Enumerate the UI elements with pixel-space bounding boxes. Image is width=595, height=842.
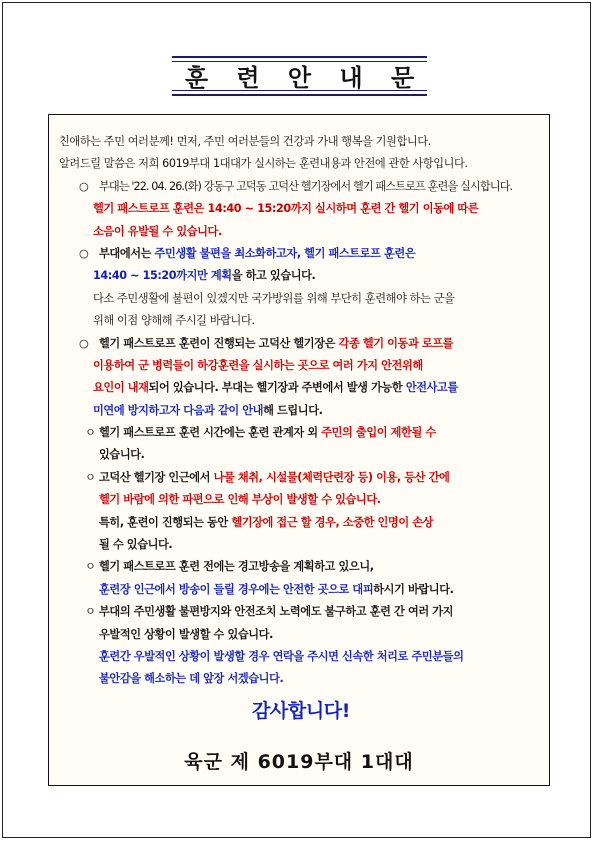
sub3-line-1 bbox=[55, 556, 547, 578]
section1-line-2 bbox=[55, 198, 547, 220]
sub2-text-2: 헬기 바람에 의한 파편으로 인해 부상이 발생할 수 있습니다. bbox=[99, 493, 381, 507]
section3-text-3a: 요인이 내재 bbox=[93, 381, 149, 395]
section1-line-3 bbox=[55, 221, 547, 243]
section3-text-1b: 각종 헬기 이동과 로프를 bbox=[338, 336, 454, 350]
section3-text-2: 이용하여 군 병력들이 하강훈련을 실시하는 곳으로 여러 가지 안전위해 bbox=[93, 358, 423, 372]
section3-line-3 bbox=[55, 377, 547, 399]
notice-box bbox=[48, 114, 550, 786]
sub2-text-1a: 고덕산 헬기장 인근에서 bbox=[99, 470, 214, 484]
title-inner-rule bbox=[172, 61, 427, 91]
sub3-text-1: 헬기 패스트로프 훈련 전에는 경고방송을 계획하고 있으니, bbox=[99, 560, 374, 574]
sub2-line-1 bbox=[55, 467, 547, 489]
notice-content bbox=[55, 131, 547, 725]
circle-bullet-icon: ○ bbox=[79, 246, 89, 260]
sub2-text-3a: 특히, 훈련이 진행되는 동안 bbox=[99, 515, 232, 529]
section3-line-2 bbox=[55, 355, 547, 377]
sub1-text-1a: 헬기 패스트로프 훈련 시간에는 훈련 관계자 외 bbox=[99, 426, 322, 440]
sub2-text-1b: 나물 채취, 시설물(체력단련장 등) 이용, 등산 간에 bbox=[213, 470, 450, 484]
sub-bullet-icon: ㅇ bbox=[85, 470, 96, 484]
sub3-line-2 bbox=[55, 579, 547, 601]
sub4-line-1 bbox=[55, 601, 547, 623]
section3-text-3b: 되어 있습니다. 부대는 헬기장과 주변에서 발생 가능한 bbox=[148, 381, 406, 395]
sub4-line-2: 우발적인 상황이 발생할 수 있습니다. bbox=[99, 627, 273, 641]
thanks-text: 감사합니다! bbox=[251, 699, 351, 722]
sub2-line-3 bbox=[55, 512, 547, 534]
section1-text-1: 부대는 '22. 04. 26.(화) 강동구 고덕동 고덕산 헬기장에서 헬기 패스트로프 훈련을 실시합니다. bbox=[99, 179, 513, 193]
section3-text-1a: 헬기 패스트로프 훈련이 진행되는 고덕산 헬기장은 bbox=[99, 336, 339, 350]
section1-line-1 bbox=[55, 176, 547, 198]
section2-line-1 bbox=[55, 243, 547, 265]
sub2-text-3b: 헬기장에 접근 할 경우, 소중한 인명이 손상 bbox=[231, 515, 434, 529]
sub2-text-4: 될 수 있습니다. bbox=[99, 538, 173, 552]
section2-text-2a: 14:40 ~ 15:20까지만 계획 bbox=[93, 269, 232, 283]
section3-text-4b: 해 드립니다. bbox=[263, 403, 323, 417]
section3-text-4a: 미연에 방지하고자 다음과 같이 안내 bbox=[93, 403, 264, 417]
section2-line-2 bbox=[55, 265, 547, 287]
sub3-text-2b: 하시기 바랍니다. bbox=[373, 582, 454, 596]
greeting-line-2: 알려드릴 말씀은 저희 6019부대 1대대가 실시하는 훈련내용과 안전에 관한 사항입니다. bbox=[59, 157, 468, 171]
title-box bbox=[172, 56, 427, 96]
section2-text-1b: 주민생활 불편을 최소화하고자, 헬기 패스트로프 훈련은 bbox=[154, 246, 416, 260]
sub4-text-1: 부대의 주민생활 불편방지와 안전조치 노력에도 불구하고 훈련 간 여러 가지 bbox=[99, 605, 454, 619]
sub3-text-2a: 훈련장 인근에서 방송이 들릴 경우에는 안전한 곳으로 대피 bbox=[99, 582, 374, 596]
sub4-text-3: 훈련간 우발적인 상황이 발생할 경우 연락을 주시면 신속한 처리로 주민분들의 bbox=[99, 649, 464, 663]
section3-line-1 bbox=[55, 333, 547, 355]
section3-text-3c: 안전사고를 bbox=[405, 381, 458, 395]
sub1-text-1b: 주민의 출입이 제한될 수 bbox=[321, 426, 436, 440]
sub4-line-3 bbox=[55, 646, 547, 668]
circle-bullet-icon: ○ bbox=[79, 336, 89, 350]
sub2-line-2 bbox=[55, 489, 547, 511]
sub4-text-4: 불안감을 해소하는 데 앞장 서겠습니다. bbox=[99, 672, 284, 686]
page-title: 훈 련 안 내 문 bbox=[184, 64, 425, 92]
section2-text-1a: 부대에서는 bbox=[99, 246, 155, 260]
section2-line-3: 다소 주민생활에 불편이 있겠지만 국가방위를 위해 부단히 훈련해야 하는 군을 bbox=[93, 291, 455, 305]
section1-text-2: 헬기 패스트로프 훈련은 14:40 ~ 15:20까지 실시하며 훈련 간 헬기 이동에 따른 bbox=[93, 202, 479, 216]
sub1-text-2: 있습니다. bbox=[99, 448, 145, 462]
section2-line-4: 위해 이점 양해해 주시길 바랍니다. bbox=[93, 314, 255, 328]
greeting-line-1: 친애하는 주민 여러분께! 먼저, 주민 여러분들의 건강과 가내 행복을 기원합니다. bbox=[59, 135, 431, 148]
sub1-line-1 bbox=[55, 422, 547, 444]
sub4-line-4 bbox=[55, 668, 547, 690]
section3-line-4 bbox=[55, 400, 547, 422]
sub-bullet-icon: ㅇ bbox=[85, 605, 96, 619]
sub2-line-4 bbox=[55, 534, 547, 556]
section1-text-3: 소음이 유발될 수 있습니다. bbox=[93, 224, 222, 238]
sub-bullet-icon: ㅇ bbox=[85, 560, 96, 574]
circle-bullet-icon: ○ bbox=[79, 179, 89, 193]
signature: 육군 제 6019부대 1대대 bbox=[184, 751, 414, 773]
section2-text-2b: 을 하고 있습니다. bbox=[231, 269, 316, 283]
sub-bullet-icon: ㅇ bbox=[85, 426, 96, 440]
sub1-line-2 bbox=[55, 444, 547, 466]
